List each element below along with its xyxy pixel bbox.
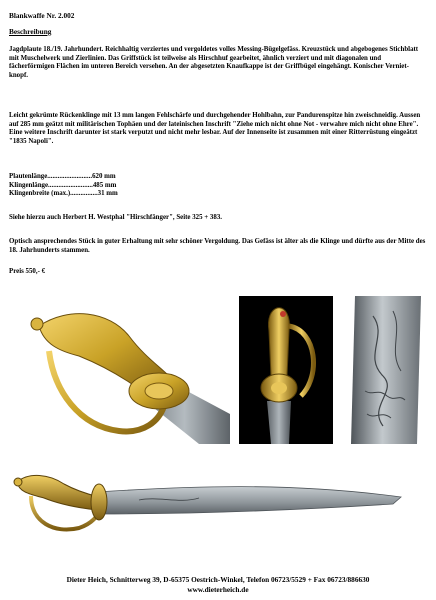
item-number: Blankwaffe Nr. 2.002: [9, 11, 75, 20]
condition-paragraph: Optisch ansprechendes Stück in guter Erhaltung mit sehr schöner Vergoldung. Das Gefäss ist älter als die Klinge und dürfte aus der Mitte des 18. Jahrhunderts stammen.: [9, 238, 426, 254]
blade-etching-photo: [343, 296, 427, 444]
footer-address: Dieter Heich, Schnitterweg 39, D-65375 Oestrich-Winkel, Telefon 06723/5529 + Fax 06723/886630: [66, 575, 370, 584]
spec-blade-width: Klingenbreite (max.)................31 mm: [9, 190, 118, 198]
price: Preis 550,- €: [9, 268, 46, 275]
hilt-closeup-photo: [9, 296, 230, 444]
footer-website[interactable]: www.dieterheich.de: [187, 585, 249, 594]
literature-reference: Siehe hierzu auch Herbert H. Westphal "Hirschfänger", Seite 325 + 383.: [9, 214, 222, 221]
section-title: Beschreibung: [9, 27, 52, 36]
spec-blade-length: Klingenlänge..........................485 mm: [9, 181, 117, 189]
description-paragraph-2: Leicht gekrümte Rückenklinge mit 13 mm langen Fehlschärfe und durchgehender Hohlbahn, zur Pandurenspitze hin zweischneidig. Aussen auf 285 mm geätzt mit militärischen Tophäen und der lateinischen Inschrift "Ziehe mich nicht ohne Not - verwahre mich nicht ohne Ehre". Eine weitere Inschrift darunter ist stark verputzt und nicht mehr lesbar. Auf der Innenseite ist zusammen mit einer Ritterrüstung eingeätzt "1835 Napoli".: [9, 112, 421, 145]
specifications: [9, 173, 118, 199]
hilt-front-photo: [239, 296, 333, 444]
full-sword-photo: [9, 452, 427, 552]
spec-length: Plautenlänge..........................620 mm: [9, 173, 116, 180]
description-paragraph-1: Jagdplaute 18./19. Jahrhundert. Reichhaltig verziertes und vergoldetes volles Messing-Bügelgefäss. Kreuzstück und abgebogenes Stichblatt mit Muschelwerk und Zierlinien. Das Griffstück ist teilweise als Hirschhuf gearbeitet, ähnlich verziert und mit diagonalen und fächerförmigen Flächen im unteren Bereich versehen. An der abgesetzten Knaufkappe ist der Griffbügel eingehängt. Konischer Verniet-knopf.: [9, 46, 419, 79]
